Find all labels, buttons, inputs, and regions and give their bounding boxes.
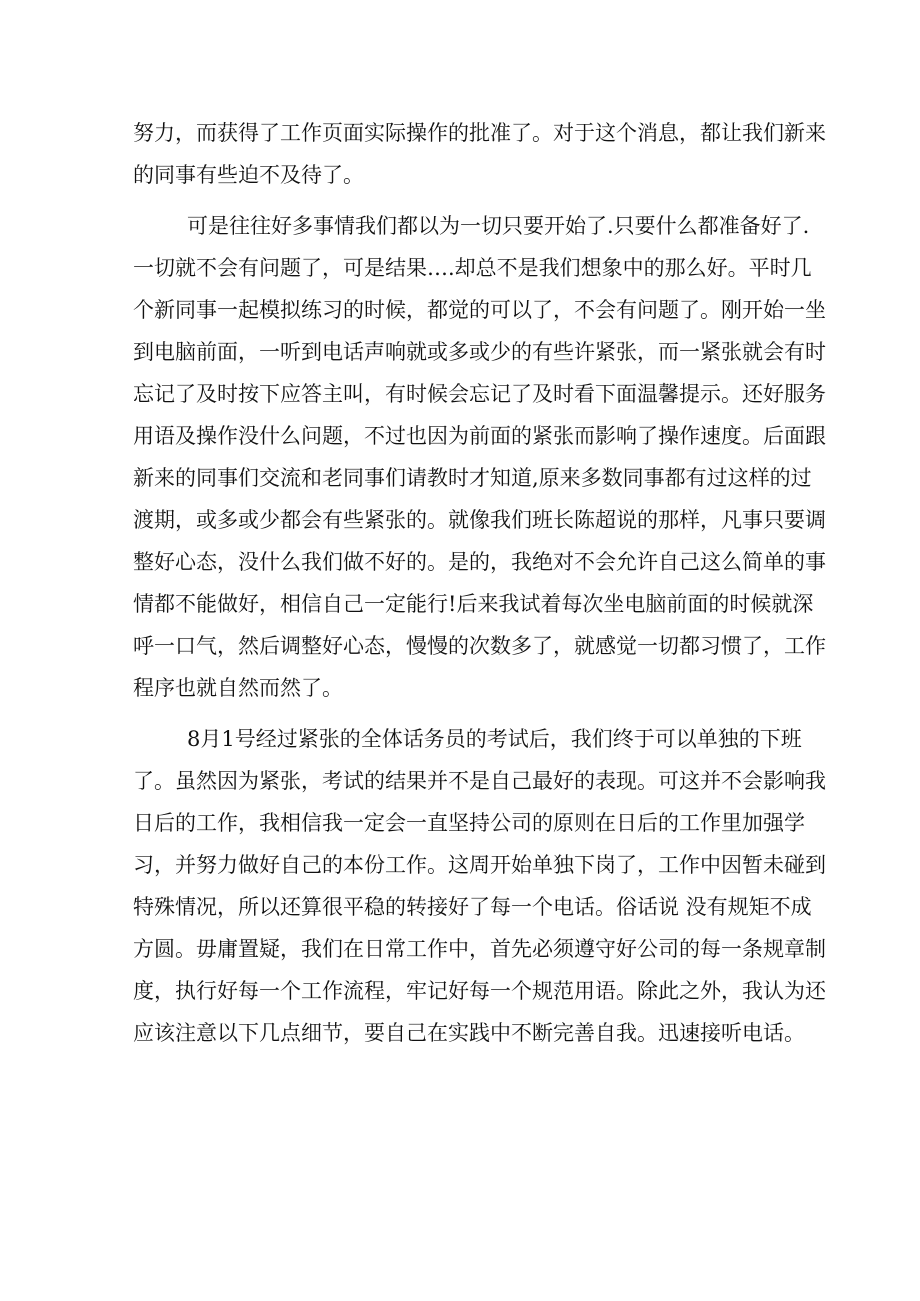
text-line: 新来的同事们交流和老同事们请教时才知道,原来多数同事都有过这样的过 <box>133 466 812 490</box>
text-line: 方圆。毋庸置疑，我们在日常工作中，首先必须遵守好公司的每一条规章制 <box>133 937 826 961</box>
paragraph-2 <box>133 205 826 709</box>
text-line: 习，并努力做好自己的本份工作。这周开始单独下岗了，工作中因暂未碰到 <box>133 853 826 877</box>
text-line: 整好心态，没什么我们做不好的。是的，我绝对不会允许自己这么简单的事 <box>133 550 826 574</box>
text-line: 呼一口气，然后调整好心态，慢慢的次数多了，就感觉一切都习惯了，工作 <box>133 634 826 658</box>
text-line: 8月1号经过紧张的全体话务员的考试后，我们终于可以单独的下班 <box>187 727 802 751</box>
paragraph-1 <box>133 112 826 196</box>
text-line: 忘记了及时按下应答主叫，有时候会忘记了及时看下面温馨提示。还好服务 <box>133 382 826 406</box>
text-line: 的同事有些迫不及待了。 <box>133 163 364 187</box>
text-line: 特殊情况，所以还算很平稳的转接好了每一个电话。俗话说 没有规矩不成 <box>133 895 812 919</box>
text-line: 努力，而获得了工作页面实际操作的批准了。对于这个消息，都让我们新来 <box>133 121 826 145</box>
text-line: 渡期，或多或少都会有些紧张的。就像我们班长陈超说的那样，凡事只要调 <box>133 508 826 532</box>
text-line: 情都不能做好，相信自己一定能行!后来我试着每次坐电脑前面的时候就深 <box>133 592 814 616</box>
text-line: 一切就不会有问题了，可是结果….却总不是我们想象中的那么好。平时几 <box>133 256 812 280</box>
text-line: 了。虽然因为紧张，考试的结果并不是自己最好的表现。可这并不会影响我 <box>133 769 826 793</box>
text-line: 到电脑前面，一听到电话声响就或多或少的有些许紧张，而一紧张就会有时 <box>133 340 826 364</box>
text-line: 用语及操作没什么问题，不过也因为前面的紧张而影响了操作速度。后面跟 <box>133 424 826 448</box>
text-line: 度，执行好每一个工作流程，牢记好每一个规范用语。除此之外，我认为还 <box>133 979 826 1003</box>
paragraph-3 <box>133 718 826 1054</box>
text-line: 可是往往好多事情我们都以为一切只要开始了.只要什么都准备好了. <box>187 214 810 238</box>
body-text <box>133 112 826 1054</box>
text-line: 程序也就自然而然了。 <box>133 676 343 700</box>
text-line: 应该注意以下几点细节，要自己在实践中不断完善自我。迅速接听电话。 <box>133 1021 805 1045</box>
text-line: 个新同事一起模拟练习的时候，都觉的可以了，不会有问题了。刚开始一坐 <box>133 298 826 322</box>
text-line: 日后的工作，我相信我一定会一直坚持公司的原则在日后的工作里加强学 <box>133 811 805 835</box>
